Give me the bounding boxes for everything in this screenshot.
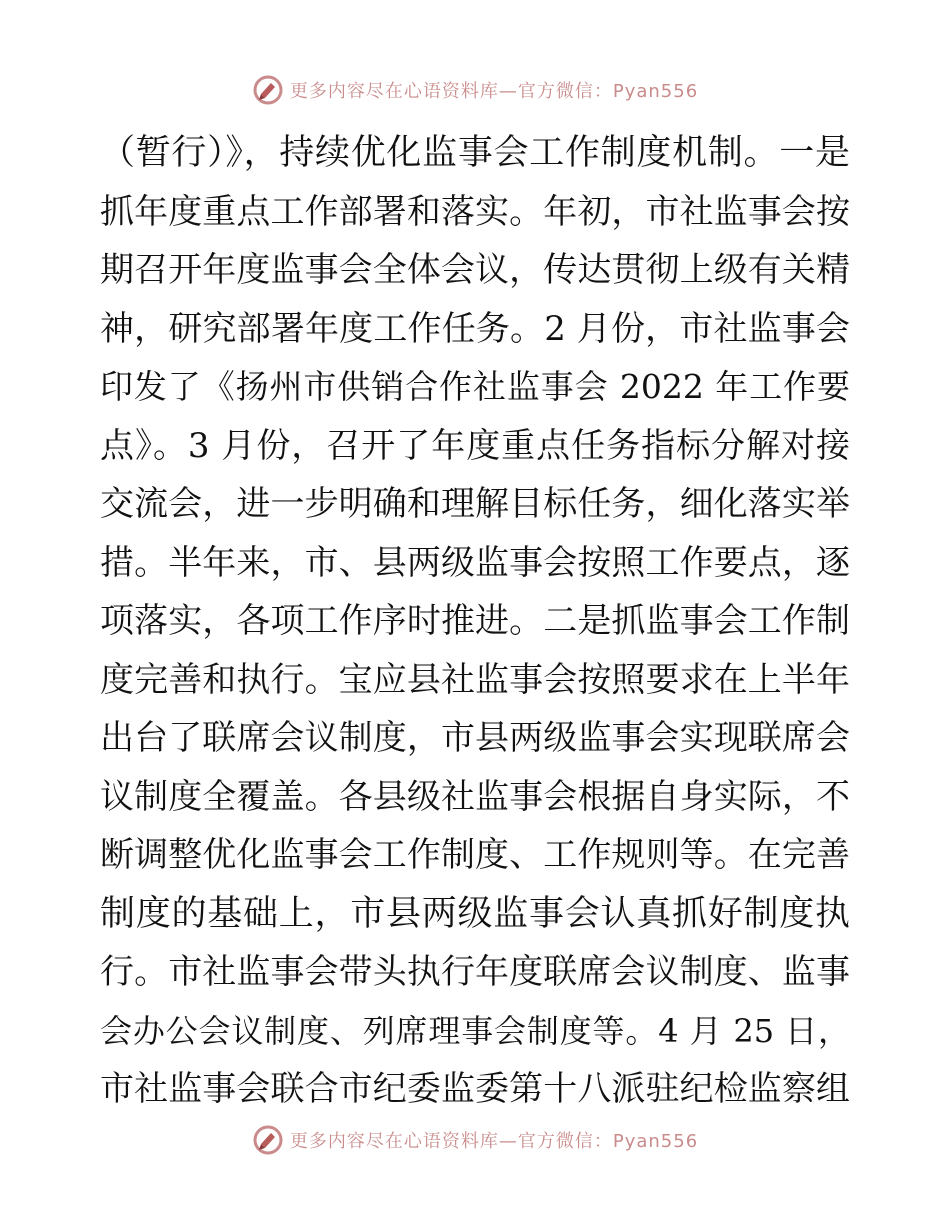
- text-line: 抓年度重点工作部署和落实。年初，市社监事会按: [100, 191, 850, 232]
- text-line: 项落实，各项工作序时推进。二是抓监事会工作制: [100, 601, 850, 641]
- text-line: 出台了联席会议制度，市县两级监事会实现联席会: [100, 718, 850, 758]
- text-line: 行。市社监事会带头执行年度联席会议制度、监事: [100, 952, 850, 992]
- text-line: 点》。3 月份，召开了年度重点任务指标分解对接: [100, 425, 850, 466]
- header-watermark: [0, 70, 950, 110]
- document-body: [100, 124, 850, 1119]
- logo-icon: [252, 74, 284, 106]
- text-line: 议制度全覆盖。各县级社监事会根据自身实际，不: [100, 776, 850, 817]
- text-line: 市社监事会联合市纪委监委第十八派驻纪检监察组: [100, 1069, 850, 1109]
- text-line: 断调整优化监事会工作制度、工作规则等。在完善: [100, 835, 850, 875]
- text-line: 印发了《扬州市供销合作社监事会 2022 年工作要: [100, 367, 850, 406]
- text-line: 措。半年来，市、县两级监事会按照工作要点，逐: [100, 542, 850, 583]
- text-line: 度完善和执行。宝应县社监事会按照要求在上半年: [100, 659, 850, 700]
- text-line: （暂行）》，持续优化监事会工作制度机制。一是: [100, 133, 850, 173]
- text-line: 神，研究部署年度工作任务。2 月份，市社监事会: [100, 308, 850, 349]
- text-line: 会办公会议制度、列席理事会制度等。4 月 25 日，: [100, 1011, 850, 1050]
- watermark-text: 更多内容尽在心语资料库—官方微信：Pyan556: [289, 1131, 699, 1152]
- text-line: 制度的基础上，市县两级监事会认真抓好制度执: [100, 893, 850, 934]
- text-line: 期召开年度监事会全体会议，传达贯彻上级有关精: [100, 250, 850, 290]
- text-line: 交流会，进一步明确和理解目标任务，细化落实举: [100, 484, 850, 524]
- footer-watermark: [0, 1120, 950, 1160]
- logo-icon: [252, 1124, 284, 1156]
- watermark-text: 更多内容尽在心语资料库—官方微信：Pyan556: [289, 81, 699, 102]
